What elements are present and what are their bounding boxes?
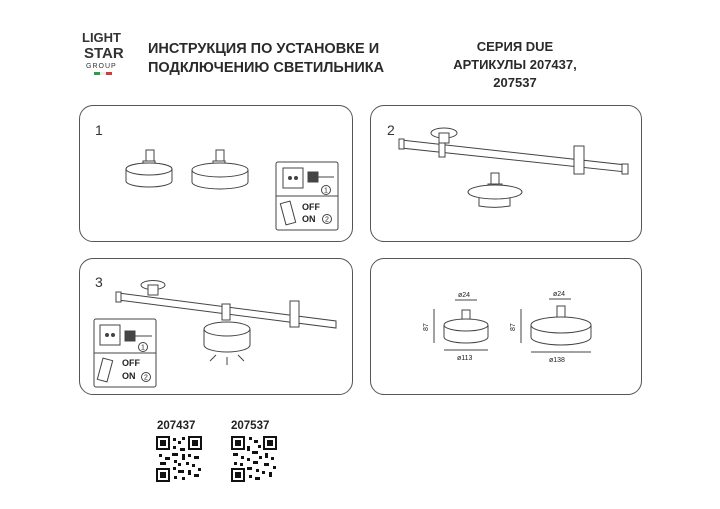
power-step2-num: 2 (144, 374, 148, 382)
step-1-illustration (80, 106, 352, 241)
on-label: ON (122, 371, 136, 381)
title-line2: ПОДКЛЮЧЕНИЮ СВЕТИЛЬНИКА (148, 60, 385, 76)
step-number: 3 (95, 274, 103, 290)
flag-red (106, 72, 112, 75)
small-top-diameter: ø24 (458, 292, 471, 299)
small-lamp-icon (126, 150, 172, 187)
on-label: ON (302, 214, 316, 224)
flag-white (100, 72, 106, 75)
title-line1: ИНСТРУКЦИЯ ПО УСТАНОВКЕ И (148, 41, 380, 57)
step-number: 1 (95, 122, 103, 138)
qr-code-2[interactable] (231, 436, 277, 487)
off-label: OFF (122, 358, 140, 368)
dimensions-panel (370, 258, 642, 395)
step-number: 2 (387, 122, 395, 138)
step-2-illustration (371, 106, 641, 241)
qr-label-2: 207537 (231, 420, 270, 432)
step-3-panel (79, 258, 353, 395)
brand-logo (80, 28, 126, 82)
step-3-illustration (80, 259, 352, 394)
articles-line1: АРТИКУЛЫ 207437, (453, 57, 577, 72)
qr-code-1[interactable] (156, 436, 202, 487)
lamp-icon (468, 173, 522, 207)
qr-label-1: 207437 (157, 420, 196, 432)
small-height: 87 (423, 323, 430, 331)
power-step2-num: 2 (325, 216, 329, 224)
series-name: СЕРИЯ DUE (476, 39, 554, 54)
articles-line2: 207537 (493, 75, 537, 90)
step-2-panel (370, 105, 642, 242)
large-height: 87 (510, 323, 517, 331)
flag-green (94, 72, 100, 75)
dimensions-illustration (371, 259, 641, 394)
small-lamp-dimension-icon (434, 300, 488, 350)
large-lamp-icon (192, 150, 248, 189)
off-label: OFF (302, 202, 320, 212)
power-step1-num: 1 (141, 344, 145, 352)
logo-line1: LIGHT (82, 30, 121, 45)
logo-line3: GROUP (86, 63, 117, 70)
series-info (445, 38, 585, 92)
small-bottom-diameter: ø113 (457, 355, 473, 362)
track-rail-icon (399, 128, 628, 174)
large-lamp-dimension-icon (521, 299, 591, 352)
light-rays-icon (210, 355, 244, 365)
logo-line2: STAR (84, 45, 124, 62)
power-step1-num: 1 (324, 187, 328, 195)
large-bottom-diameter: ø138 (549, 357, 565, 364)
large-top-diameter: ø24 (553, 291, 566, 298)
page-title (148, 40, 384, 78)
step-1-panel (79, 105, 353, 242)
